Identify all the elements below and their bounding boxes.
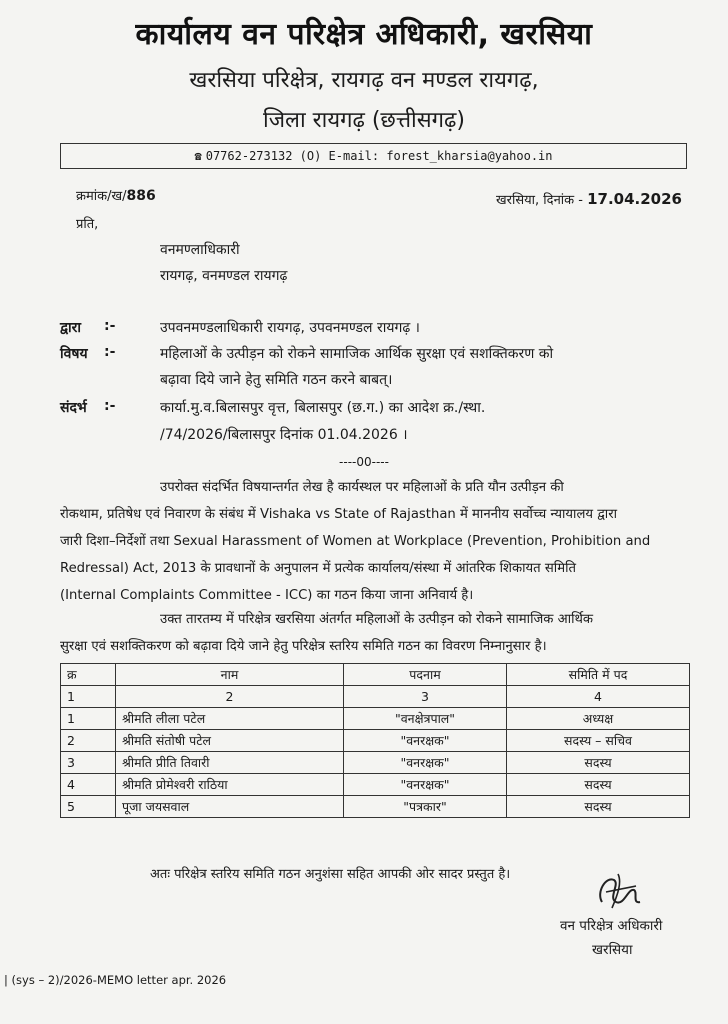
district-address: जिला रायगढ़ (छत्तीसगढ़): [263, 108, 465, 133]
recipient-line-2: रायगढ़, वनमण्डल रायगढ़: [160, 268, 288, 284]
table-cell: "वनरक्षक": [344, 730, 507, 752]
body-paragraph-1: [60, 474, 692, 609]
ref-label: क्रमांक/ख/: [76, 189, 127, 204]
para1-line-2: रोकथाम, प्रतिषेध एवं निवारण के संबंध में Vishaka vs State of Rajasthan में माननीय सर्वोच्च न्यायालय द्वारा: [60, 507, 618, 522]
reference-line-2: /74/2026/बिलासपुर दिनांक 01.04.2026 ।: [160, 427, 408, 443]
signatory-place: खरसिया: [592, 942, 633, 958]
table-cell: श्रीमति संतोषी पटेल: [116, 730, 344, 752]
table-cell: श्रीमति लीला पटेल: [116, 708, 344, 730]
reference-separator: :-: [104, 398, 116, 414]
signature-icon: [588, 868, 648, 914]
signatory-designation: वन परिक्षेत्र अधिकारी: [560, 918, 663, 934]
table-cell: सदस्य: [507, 796, 690, 818]
subject-label: विषय: [60, 346, 88, 362]
table-row: [61, 774, 690, 796]
contact-box: [60, 143, 687, 169]
via-label: द्वारा: [60, 320, 82, 336]
para1-line-3: जारी दिशा–निर्देशों तथा Sexual Harassment of Women at Workplace (Prevention, Prohibition and: [60, 534, 651, 549]
table-row: [61, 752, 690, 774]
reference-number: [76, 186, 156, 204]
table-cell: 4: [507, 686, 690, 708]
ref-value: 886: [126, 188, 156, 204]
body-paragraph-2: [60, 606, 692, 660]
footer-reference: | (sys – 2)/2026-MEMO letter apr. 2026: [4, 973, 227, 987]
subject-separator: :-: [104, 344, 116, 360]
table-header-row: [61, 664, 690, 686]
para1-line-4: Redressal) Act, 2013 के प्रावधानों के अनुपालन में प्रत्येक कार्यालय/संस्था में आंतरिक शिकायत समिति: [60, 561, 577, 576]
header-cell-designation: पदनाम: [344, 664, 507, 686]
table-cell: सदस्य: [507, 774, 690, 796]
date-value: 17.04.2026: [587, 190, 682, 208]
via-separator: :-: [104, 318, 116, 334]
letter-date: [496, 190, 682, 208]
table-cell: सदस्य – सचिव: [507, 730, 690, 752]
recipient-line-1: वनमण्लाधिकारी: [160, 242, 240, 258]
table-cell: सदस्य: [507, 752, 690, 774]
table-cell: 5: [61, 796, 116, 818]
header-cell-name: नाम: [116, 664, 344, 686]
table-cell: श्रीमति प्रीति तिवारी: [116, 752, 344, 774]
table-row: [61, 708, 690, 730]
table-cell: "वनरक्षक": [344, 752, 507, 774]
table-cell: श्रीमति प्रोमेश्वरी राठिया: [116, 774, 344, 796]
salutation: प्रति,: [76, 217, 99, 232]
para1-line-5: (Internal Complaints Committee - ICC) का गठन किया जाना अनिवार्य है।: [60, 588, 474, 603]
closing-line: अतः परिक्षेत्र स्तरिय समिति गठन अनुशंसा सहित आपकी ओर सादर प्रस्तुत है।: [150, 867, 511, 882]
reference-line-1: कार्या.मु.व.बिलासपुर वृत्त, बिलासपुर (छ.ग.) का आदेश क्र./स्था.: [160, 400, 486, 416]
table-cell: 3: [61, 752, 116, 774]
table-cell: 1: [61, 686, 116, 708]
table-cell: 4: [61, 774, 116, 796]
table-cell: "वनक्षेत्रपाल": [344, 708, 507, 730]
para2-line-2: सुरक्षा एवं सशक्तिकरण को बढ़ावा दिये जाने हेतु परिक्षेत्र स्तरिय समिति गठन का विवरण निम्नानुसार है।: [60, 639, 547, 654]
table-cell: 1: [61, 708, 116, 730]
committee-table: [60, 663, 690, 818]
table-cell: 3: [344, 686, 507, 708]
table-cell: 2: [116, 686, 344, 708]
office-title: कार्यालय वन परिक्षेत्र अधिकारी, खरसिया: [135, 17, 593, 52]
table-row: [61, 796, 690, 818]
header-cell-serial: क्र: [61, 664, 116, 686]
table-number-row: [61, 686, 690, 708]
phone-icon: ☎: [194, 149, 202, 163]
subject-line-2: बढ़ावा दिये जाने हेतु समिति गठन करने बाबत्।: [160, 372, 393, 388]
header-cell-committee-role: समिति में पद: [507, 664, 690, 686]
reference-label: संदर्भ: [60, 400, 87, 416]
para1-line-1: उपरोक्त संदर्भित विषयान्तर्गत लेख है कार्यस्थल पर महिलाओं के प्रति यौन उत्पीड़न की: [160, 480, 564, 495]
contact-text: 07762-273132 (O) E-mail: forest_kharsia@yahoo.in: [205, 149, 553, 163]
table-cell: 2: [61, 730, 116, 752]
para2-line-1: उक्त तारतम्य में परिक्षेत्र खरसिया अंतर्गत महिलाओं के उत्पीड़न को रोकने सामाजिक आर्थिक: [160, 612, 594, 627]
section-divider: ----00----: [339, 455, 389, 469]
date-label: खरसिया, दिनांक -: [496, 193, 583, 208]
range-address: खरसिया परिक्षेत्र, रायगढ़ वन मण्डल रायगढ़,: [189, 68, 539, 93]
table-cell: पूजा जयसवाल: [116, 796, 344, 818]
table-cell: अध्यक्ष: [507, 708, 690, 730]
table-row: [61, 730, 690, 752]
subject-line-1: महिलाओं के उत्पीड़न को रोकने सामाजिक आर्थिक सुरक्षा एवं सशक्तिकरण को: [160, 346, 554, 362]
table-cell: "वनरक्षक": [344, 774, 507, 796]
via-text: उपवनमण्डलाधिकारी रायगढ़, उपवनमण्डल रायगढ़ ।: [160, 320, 420, 336]
table-cell: "पत्रकार": [344, 796, 507, 818]
